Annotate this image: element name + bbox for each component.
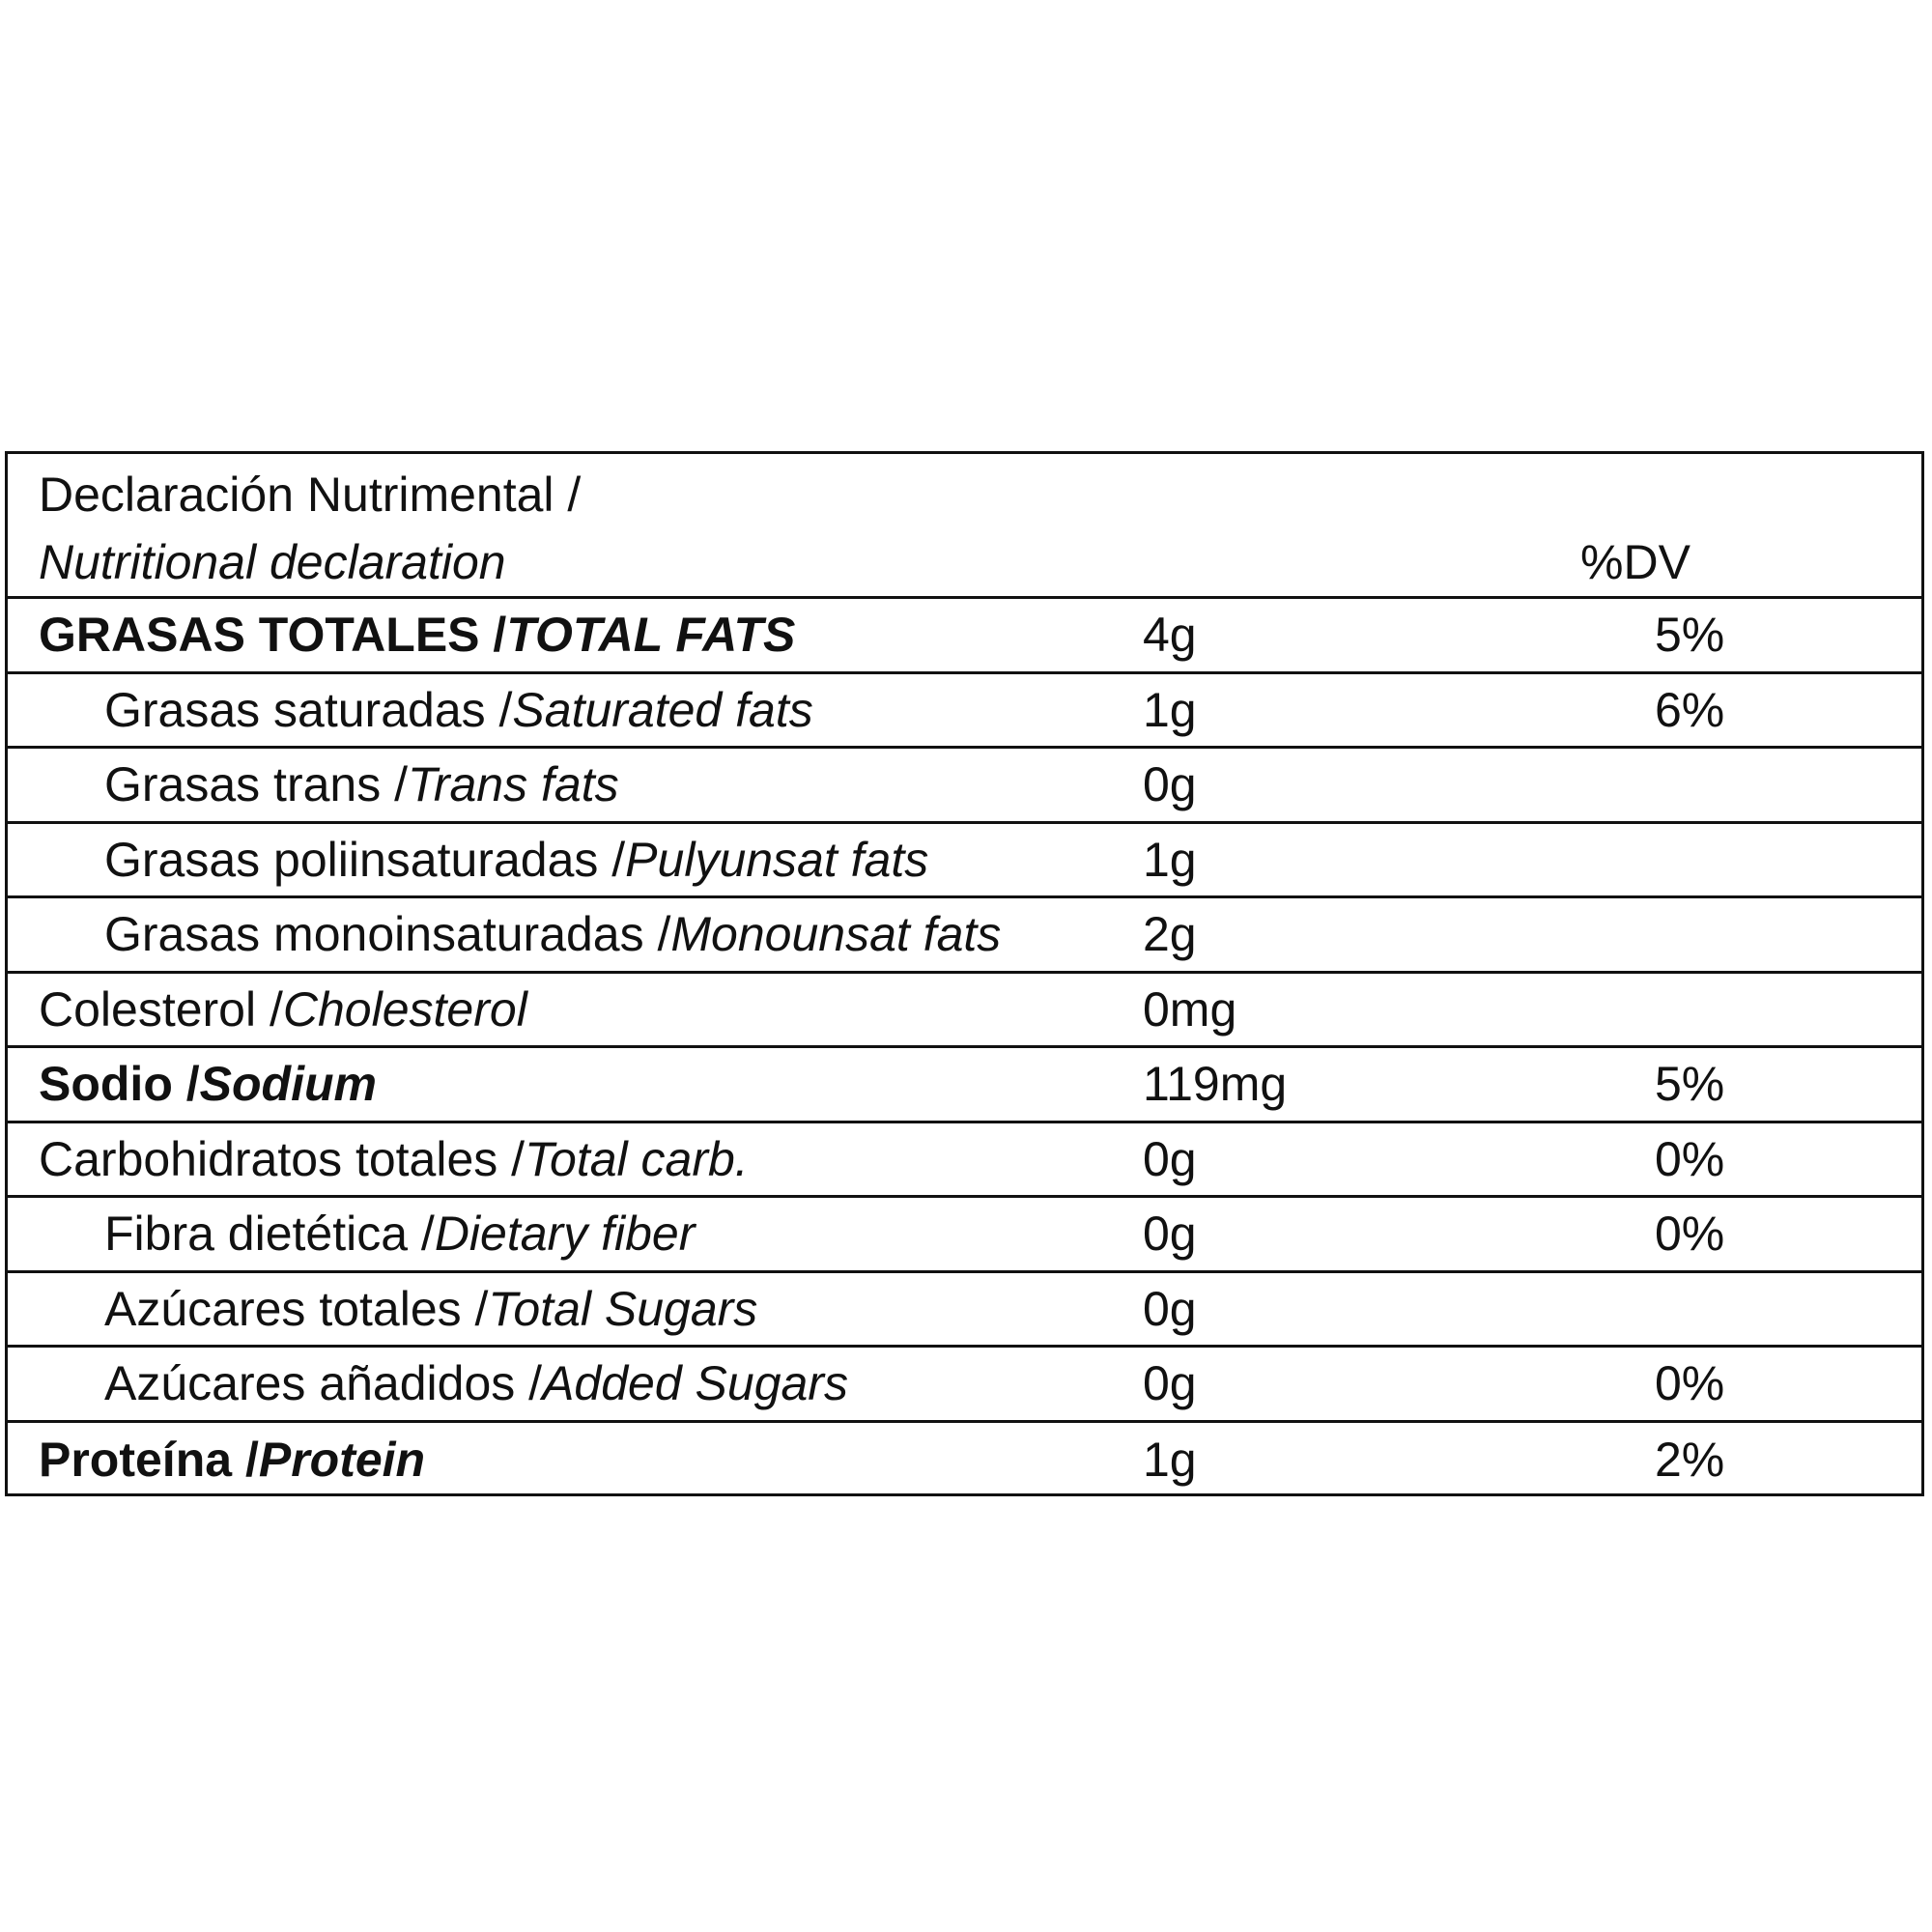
nutrient-name: Grasas monoinsaturadas / Monounsat fats bbox=[104, 907, 1002, 962]
header-title-en: Nutritional declaration bbox=[39, 535, 506, 589]
table-header bbox=[8, 454, 1921, 599]
nutrient-amount: 0g bbox=[1143, 1131, 1197, 1186]
nutrition-table bbox=[5, 451, 1924, 1496]
nutrient-dv: 5% bbox=[1655, 1057, 1725, 1112]
nutrient-name: Proteína / Protein bbox=[39, 1433, 426, 1488]
row-total-carb bbox=[8, 1123, 1921, 1199]
row-dietary-fiber bbox=[8, 1198, 1921, 1273]
nutrient-amount: 1g bbox=[1143, 832, 1197, 887]
nutrient-amount: 119mg bbox=[1143, 1057, 1288, 1112]
row-total-sugars bbox=[8, 1273, 1921, 1349]
row-total-fats bbox=[8, 599, 1921, 674]
row-monounsat-fats bbox=[8, 898, 1921, 974]
nutrient-name: Colesterol / Cholesterol bbox=[39, 981, 527, 1037]
nutrient-amount: 4g bbox=[1143, 608, 1197, 663]
nutrient-amount: 0g bbox=[1143, 1207, 1197, 1262]
nutrient-amount: 0g bbox=[1143, 757, 1197, 812]
nutrient-name: Grasas poliinsaturadas / Pulyunsat fats bbox=[104, 832, 929, 887]
header-dv-label: %DV bbox=[1580, 535, 1690, 589]
nutrient-rows bbox=[8, 599, 1921, 1497]
nutrient-dv: 2% bbox=[1655, 1433, 1725, 1488]
nutrient-dv: 0% bbox=[1655, 1356, 1725, 1411]
row-trans-fats bbox=[8, 749, 1921, 824]
row-saturated-fats bbox=[8, 674, 1921, 750]
nutrient-dv: 6% bbox=[1655, 682, 1725, 737]
nutrient-amount: 0mg bbox=[1143, 981, 1237, 1037]
nutrient-dv: 5% bbox=[1655, 608, 1725, 663]
header-title-es: Declaración Nutrimental / bbox=[39, 468, 582, 522]
row-added-sugars bbox=[8, 1348, 1921, 1423]
nutrient-name: Fibra dietética / Dietary fiber bbox=[104, 1207, 696, 1262]
nutrient-name: Carbohidratos totales / Total carb. bbox=[39, 1131, 749, 1186]
nutrient-amount: 0g bbox=[1143, 1356, 1197, 1411]
nutrient-name: Grasas saturadas / Saturated fats bbox=[104, 682, 813, 737]
nutrient-amount: 0g bbox=[1143, 1281, 1197, 1336]
nutrient-dv: 0% bbox=[1655, 1131, 1725, 1186]
row-polyunsat-fats bbox=[8, 824, 1921, 899]
row-sodium bbox=[8, 1048, 1921, 1123]
nutrient-amount: 1g bbox=[1143, 1433, 1197, 1488]
nutrient-amount: 2g bbox=[1143, 907, 1197, 962]
nutrient-name: GRASAS TOTALES / TOTAL FATS bbox=[39, 608, 796, 663]
nutrient-dv: 0% bbox=[1655, 1207, 1725, 1262]
nutrient-name: Sodio / Sodium bbox=[39, 1057, 377, 1112]
nutrient-name: Grasas trans / Trans fats bbox=[104, 757, 619, 812]
nutrient-name: Azúcares añadidos / Added Sugars bbox=[104, 1356, 848, 1411]
nutrient-name: Azúcares totales / Total Sugars bbox=[104, 1281, 758, 1336]
row-cholesterol bbox=[8, 974, 1921, 1049]
nutrient-amount: 1g bbox=[1143, 682, 1197, 737]
row-protein bbox=[8, 1423, 1921, 1498]
